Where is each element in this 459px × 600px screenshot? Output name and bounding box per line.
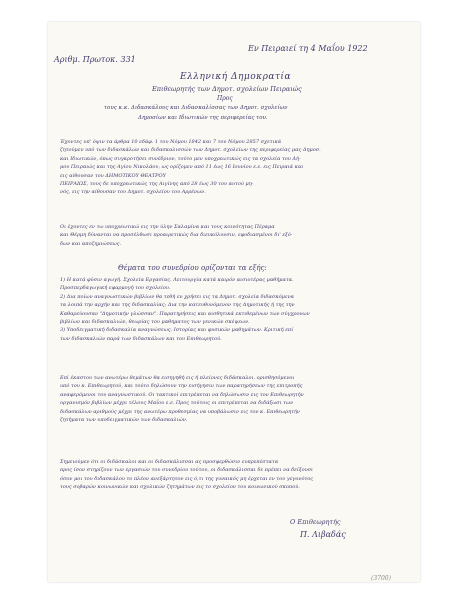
text-line: Επί έκαστου των ανωτέρω θεμάτων θα εισηγηθή εις ή πλείονες διδάσκαλοι, ορισθησόμενοι: [60, 375, 295, 381]
title-inspector: Επιθεωρητής των Δημοτ. σχολείων Πειραιώς: [152, 85, 302, 93]
text-line: 3) Υποδειγματική διδασκαλία αναγνώσεως, Ιστορίας και φυσικών μαθημάτων. Κριτική επί: [60, 327, 294, 334]
signature-name: Π. Λιβαδάς: [300, 530, 346, 539]
text-line: τους σοβαρών κοινωνικών και σχολικών ζητημάτων εις το σχολείον του κοινωνικού σκοπού.: [60, 484, 300, 491]
paragraph-1: [60, 138, 400, 197]
text-line: όσον μοι του διδασκάλου το πλέον ανεξάρτητον εις ό,τι της γυναικός μη έρχεται εν του γεγονότος: [60, 475, 314, 482]
text-line: προς ίσον στηρίζουν των εργασιών του συνεδρίου τούτου, οι διδασκάλισσαι δε πρέπει να δείξουσι: [60, 467, 313, 474]
text-line: και Θέρμη δύνανται να προσέλθωσι προαιρετικώς δια διευκόλυνσιν, εφοδιασμένοι δι' εξό-: [60, 232, 293, 239]
addressee-line-1: τους κ.κ. Διδασκάλους και Διδασκαλίσσας των Δημοτ. σχολείων: [104, 105, 288, 111]
document-date: Εν Πειραιεί τη 4 Μαΐου 1922: [248, 44, 368, 53]
protocol-number: Αριθμ. Πρωτοκ. 331: [54, 55, 136, 64]
text-line: νός, εις την αίθουσαν του Δημοτ. σχολείου του Αρρένων.: [60, 189, 206, 196]
text-line: Καθαρεύουσαν "Δημοτικήν γλώσσαν". Παρατηρήσεις και αισθητικά εκτιθεμένων των σύγχρονων: [60, 310, 310, 317]
text-line: των διδασκαλιών παρά των διδασκάλων και του Επιθεωρητού.: [60, 335, 222, 342]
text-line: διδασκάλων αριθμούς μέχρι της ανωτέρω προθεσμίας να υποβάλωσιν εις τον κ. Επιθεωρητήν: [60, 408, 300, 415]
title-hellenic-democracy: Ελληνική Δημοκρατία: [180, 72, 292, 82]
text-line: μου Πειραιώς και της Αγίου Νικολάου, ως ορίζομεν από 11 έως 16 Ιουνίου ε.ε. εις Πειραιά και: [60, 164, 304, 171]
text-line: και Ιδιωτικών, όπως συγκροτήσει συνέδριον, τούτο μεν υποχρεωτικώς εις τα σχολεία του Δή-: [60, 155, 301, 162]
text-line: υπό του κ. Επιθεωρητού, και τούτο δηλώσουν την εισήγησιν των παρατηρήσεων της επιτροπής: [60, 383, 303, 390]
addressee-line-2: Δημοσίων και Ιδιωτικών της περιφερείας του.: [138, 115, 268, 121]
text-line: Σημειούμεν ότι οι διδάσκαλοι και οι διδασκάλισσαι ας προσφερθώσιν ευπρεπέστατα: [60, 459, 279, 465]
text-line: τα λοιπά την αρχήν και της διδασκαλίας; Δια την κατευθυνόμενον της Δημοτικής ή της την: [60, 302, 295, 309]
text-line: ΠΕΙΡΑΙΩΣ, τους δε υποχρεωτικώς της Αιγίνης από 28 έως 30 του αυτού μη-: [60, 181, 254, 188]
paragraph-3: [60, 276, 400, 343]
text-line: 1) Η κατά φύσιν αγωγή. Σχολεία Εργασίας. Λειτουργία κατά καιρόν αισιοτέρας μαθήματα.: [60, 277, 294, 283]
text-line: βιβλίων και διδασκαλιών, θεωρίας του μαθηματος των γενικών σκέψεων.: [60, 319, 250, 326]
text-line: αναφερόμενοι του αναγνωστικού. Οι τακτικοί επιτρέπεται να δηλώσωσιν εις τον Επιθεωρητήν: [60, 391, 304, 398]
text-line: Έχοντες υπ' όψιν τα άρθρα 10 εδάφ. 1 του Νόμου 1842 και 7 του Νόμου 2857 σχετικά: [60, 139, 282, 145]
text-line: Προσπερδαγωγική εφαρμογή του σχολείου.: [60, 285, 171, 292]
text-line: εις αίθουσαν του ΔΗΜΟΤΙΚΟΥ ΘΕΑΤΡΟΥ: [60, 172, 166, 179]
text-line: 2) Δια ποίων αναγνωστικών βιβλίων θα τεθή εν χρήσει εις τα Δημοτ. σχολεία διδασκόμενα: [60, 293, 294, 300]
text-line: ζητούμεν υπό των διδασκάλων και διδασκαλισσών των Δημοτ. σχολείων της περιφερείας μας Δημοσ.: [60, 147, 321, 154]
paragraph-5: [60, 458, 400, 492]
text-line: δων και αποζημιώσεως.: [60, 240, 122, 247]
text-line: ζητήματα των υποδειγματικών των διδασκαλιών.: [60, 417, 188, 424]
section-heading: Θέματα του συνεδρίου ορίζονται τα εξής:: [118, 264, 267, 272]
title-to: Προς: [217, 95, 233, 102]
text-line: οργανισμόν βιβλίων μέχρι τέλους Μαΐου ε.ε. Προς τούτοις οι επιτρέπεται να διδάξωσι των: [60, 400, 294, 407]
paragraph-4: [60, 374, 400, 424]
archive-number: (3700): [371, 575, 391, 582]
paragraph-2: [60, 223, 400, 248]
text-line: Οι έχοντες εν τω υποχρεωτικώ εις την ύλην Σαλαμίνα και τους κοινότητας Πέραμα: [60, 224, 275, 230]
signature-title: Ο Επιθεωρητής: [290, 518, 341, 526]
